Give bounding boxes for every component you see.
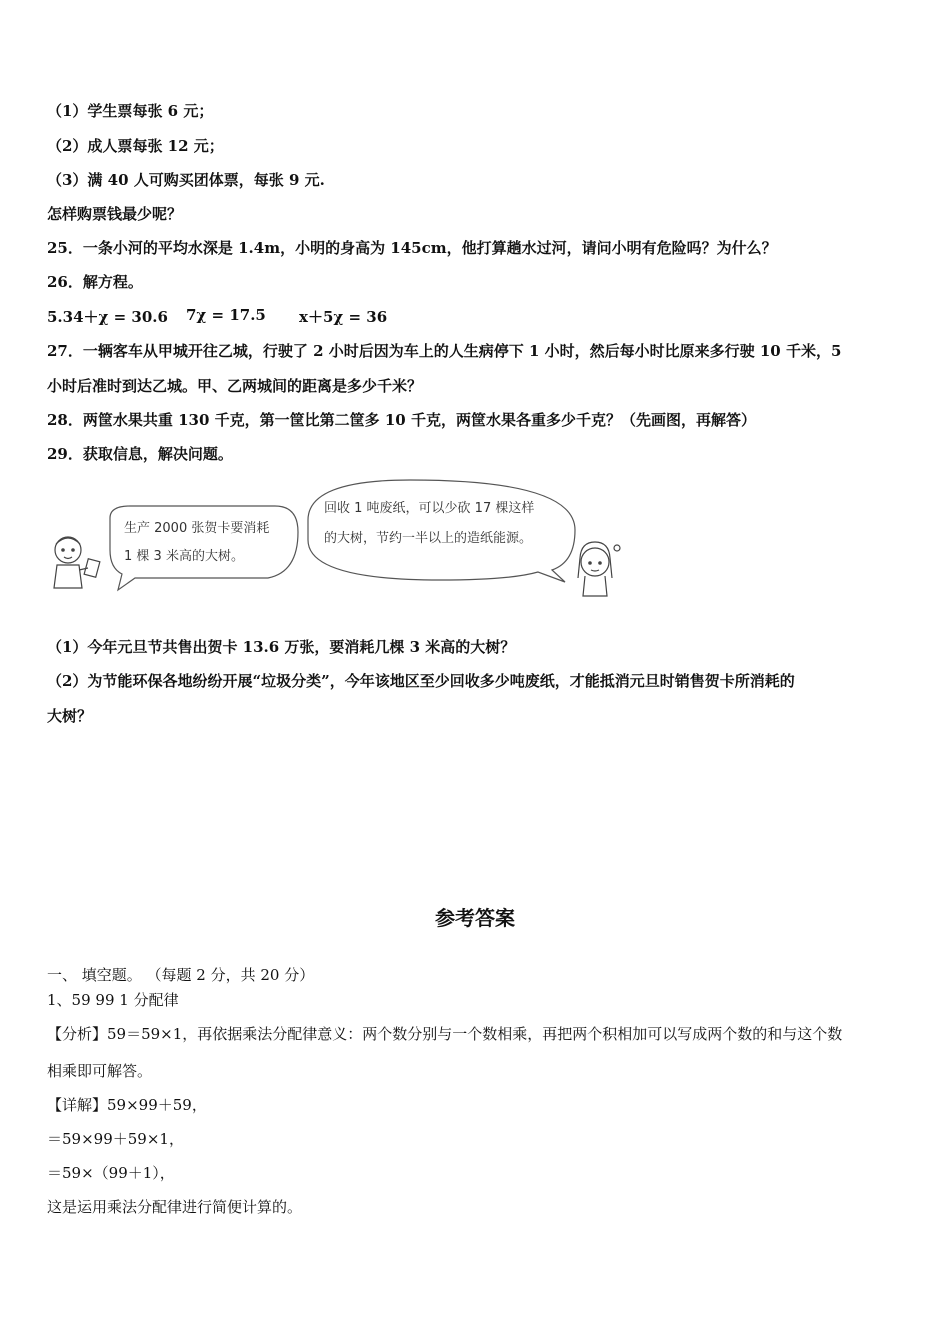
- analysis-line-1: 【分析】59＝59×1，再依据乘法分配律意义：两个数分别与一个数相乘，再把两个积相加可以写成两个数的和与这个数: [47, 1025, 843, 1043]
- question-29-sub-2-line-2: 大树？: [47, 707, 93, 725]
- detail-line-3: ＝59×（99＋1），: [47, 1164, 175, 1182]
- detail-line-1: 【详解】59×99＋59，: [47, 1096, 207, 1114]
- equation-1: 5.34＋χ = 30.6: [47, 308, 168, 326]
- bubble-1-line-1: 生产 2000 张贺卡要消耗: [124, 521, 270, 536]
- question-29: 29．获取信息，解决问题。: [47, 445, 233, 463]
- answer-section-heading: 一、 填空题。 （每题 2 分，共 20 分）: [47, 966, 315, 984]
- bubble-1-line-2: 1 棵 3 米高的大树。: [124, 549, 244, 564]
- analysis-line-2: 相乘即可解答。: [47, 1062, 153, 1080]
- question-29-sub-2-line-1: （2）为节能环保各地纷纷开展“垃圾分类”，今年该地区至少回收多少吨废纸，才能抵消元旦时销售贺卡所消耗的: [47, 672, 795, 690]
- q24-option-3: （3）满 40 人可购买团体票，每张 9 元.: [47, 171, 325, 189]
- conclusion: 这是运用乘法分配律进行简便计算的。: [47, 1198, 303, 1216]
- question-27-line-1: 27．一辆客车从甲城开往乙城，行驶了 2 小时后因为车上的人生病停下 1 小时，然后每小时比原来多行驶 10 千米，5: [47, 342, 842, 360]
- question-29-sub-1: （1）今年元旦节共售出贺卡 13.6 万张，要消耗几棵 3 米高的大树？: [47, 638, 516, 656]
- bubble-2-line-2: 的大树，节约一半以上的造纸能源。: [324, 531, 533, 546]
- detail-line-2: ＝59×99＋59×1，: [47, 1130, 184, 1148]
- q24-option-2: （2）成人票每张 12 元；: [47, 137, 224, 155]
- speech-bubble-2: [308, 480, 575, 582]
- question-25: 25．一条小河的平均水深是 1.4m，小明的身高为 145cm，他打算趟水过河，请问小明有危险吗？为什么？: [47, 239, 777, 257]
- question-26: 26．解方程。: [47, 273, 143, 291]
- q24-option-1: （1）学生票每张 6 元；: [47, 102, 214, 120]
- speech-bubble-1: [110, 506, 298, 590]
- equation-2: 7χ = 17.5: [186, 306, 266, 324]
- bubble-2-line-1: 回收 1 吨废纸，可以少砍 17 棵这样: [324, 501, 535, 516]
- speech-bubble-illustration: [40, 470, 640, 605]
- answer-title: 参考答案: [435, 906, 515, 930]
- question-28: 28．两筐水果共重 130 千克，第一筐比第二筐多 10 千克，两筐水果各重多少千克？（先画图，再解答）: [47, 411, 756, 429]
- answer-1: 1、59 99 1 分配律: [47, 991, 179, 1009]
- boy-figure: [54, 537, 100, 588]
- q24-ask: 怎样购票钱最少呢？: [47, 205, 183, 223]
- question-27-line-2: 小时后准时到达乙城。甲、乙两城间的距离是多少千米？: [47, 377, 423, 395]
- equation-3: x＋5χ = 36: [299, 308, 388, 326]
- girl-figure: [578, 542, 620, 596]
